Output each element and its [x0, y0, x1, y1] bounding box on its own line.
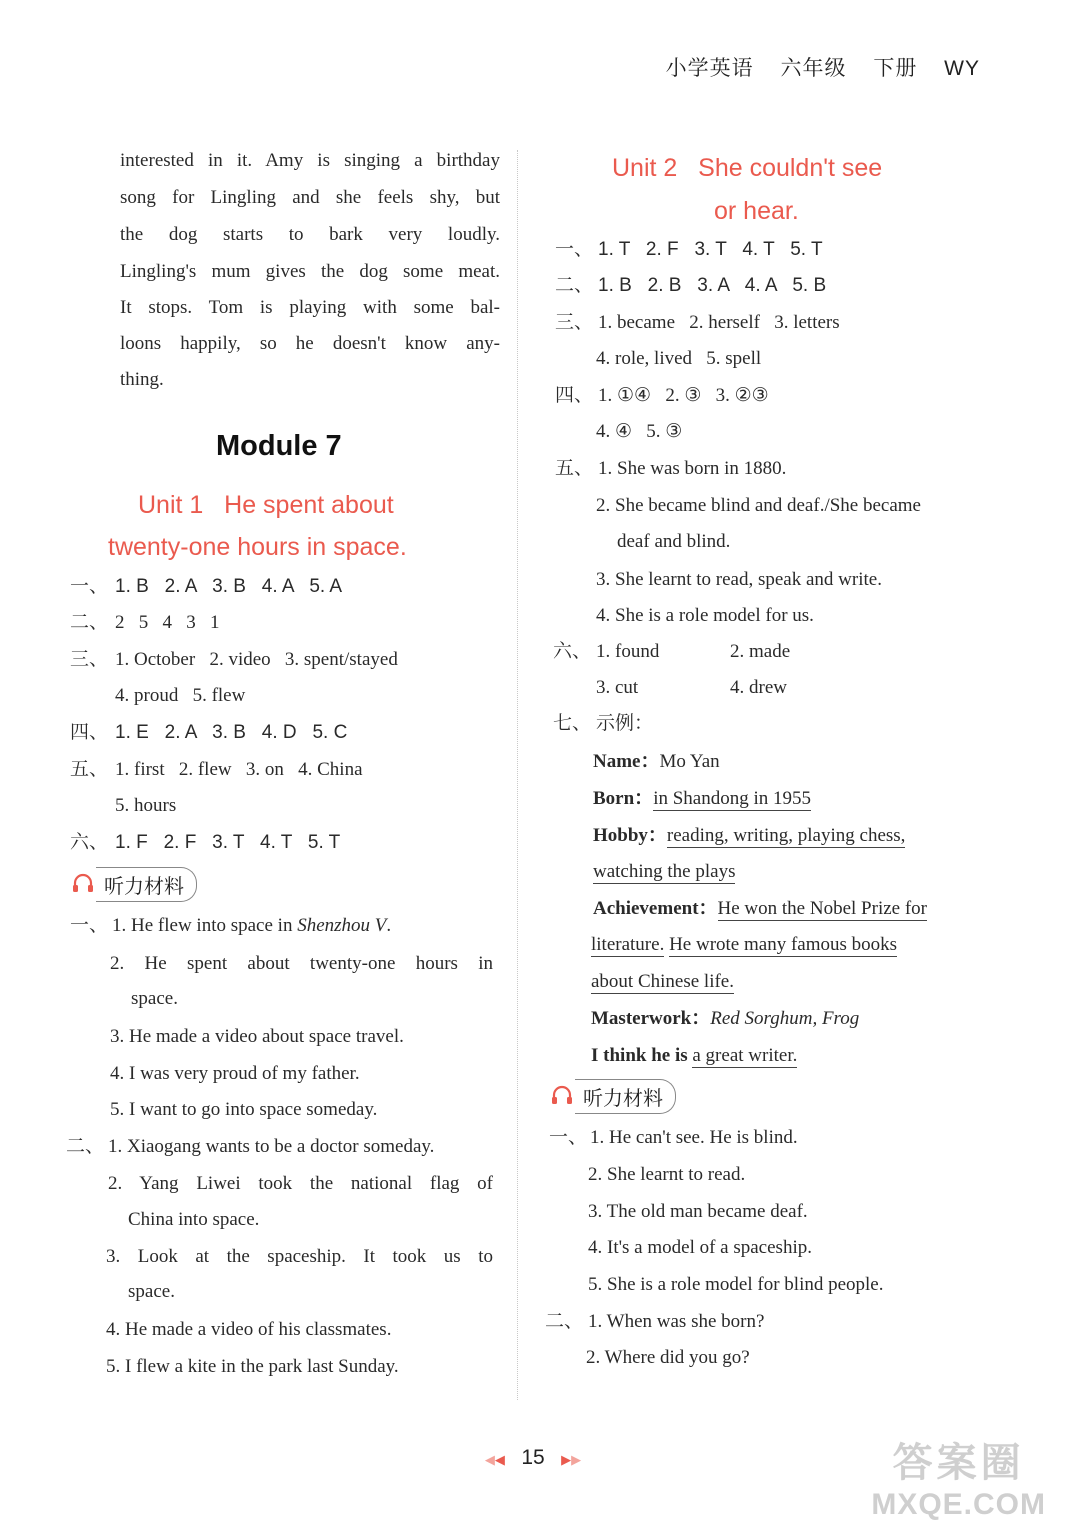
profile-name: Name：Mo Yan: [593, 751, 720, 772]
header-grade: 六年级: [780, 57, 847, 80]
profile-born: Born：in Shandong in 1955: [593, 788, 811, 809]
profile-hobby-cont: watching the plays: [593, 861, 736, 882]
intro-line: interested in it. Amy is singing a birthday: [120, 150, 500, 171]
header-subject: 小学英语: [665, 57, 754, 80]
answer-mark: 二、: [555, 275, 594, 296]
next-arrow-icon: ▶: [571, 1452, 582, 1467]
answer-line: 4. proud 5. flew: [115, 685, 246, 706]
answer-line: 4. role, lived 5. spell: [596, 348, 762, 369]
answer-mark: 二、: [70, 612, 109, 633]
profile-hobby: Hobby：reading, writing, playing chess,: [593, 825, 906, 846]
prev-arrow-icon: ◀: [494, 1452, 505, 1467]
answer-mark: 五、: [70, 759, 109, 780]
answer-line: 1. ①④ 2. ③ 3. ②③: [598, 385, 769, 406]
headphones-icon: [549, 1083, 575, 1109]
next-arrow-icon: ▶: [561, 1452, 572, 1467]
listening-line: 4. I was very proud of my father.: [110, 1063, 360, 1084]
answer-line: 1. found: [596, 641, 660, 662]
listening-label: 听力材料: [96, 867, 197, 902]
listening-line: 3. The old man became deaf.: [588, 1201, 808, 1222]
answer-line: 2. She became blind and deaf./She became: [596, 495, 921, 516]
listening-badge: [549, 1081, 676, 1111]
module-title: Module 7: [216, 430, 342, 462]
answer-line: 1. E 2. A 3. B 4. D 5. C: [115, 722, 348, 743]
unit1-title-line1: Unit 1 He spent about: [138, 491, 394, 519]
profile-masterwork: Masterwork：Red Sorghum, Frog: [591, 1008, 860, 1029]
answer-line: 1. She was born in 1880.: [598, 458, 787, 479]
profile-achievement-cont: literature. He wrote many famous books: [591, 934, 898, 955]
answer-mark: 三、: [555, 312, 594, 333]
unit2-title-line2: or hear.: [714, 197, 799, 225]
answer-line: 1. B 2. A 3. B 4. A 5. A: [115, 576, 343, 597]
listening-line: 1. He flew into space in Shenzhou V.: [112, 915, 392, 936]
unit1-title-line2: twenty-one hours in space.: [108, 533, 407, 561]
listening-line: 1. He can't see. He is blind.: [590, 1127, 798, 1148]
intro-line: song for Lingling and she feels shy, but: [120, 187, 500, 208]
answer-line: 3. She learnt to read, speak and write.: [596, 569, 882, 590]
column-divider: [517, 150, 518, 1400]
profile-opinion: I think he is a great writer.: [591, 1045, 798, 1066]
section-mark: 一、: [70, 915, 109, 936]
header-volume: 下册: [873, 57, 918, 80]
listening-label: 听力材料: [575, 1079, 676, 1114]
answer-mark: 一、: [70, 576, 109, 597]
answer-mark: 六、: [553, 641, 592, 662]
answer-line: 5. hours: [115, 795, 177, 816]
prev-arrow-icon: ◀: [484, 1452, 495, 1467]
listening-line: space.: [131, 988, 178, 1009]
intro-line: the dog starts to bark very loudly.: [120, 224, 500, 245]
watermark-line1: 答案圈: [892, 1441, 1025, 1485]
profile-achievement-cont: about Chinese life.: [591, 971, 734, 992]
intro-line: Lingling's mum gives the dog some meat.: [120, 261, 500, 282]
answer-mark: 五、: [555, 458, 594, 479]
intro-line: It stops. Tom is playing with some bal-: [120, 297, 500, 318]
listening-line: 2. Yang Liwei took the national flag of: [108, 1173, 493, 1194]
answer-line: 2. made: [730, 641, 791, 662]
listening-line: 4. It's a model of a spaceship.: [588, 1237, 812, 1258]
listening-badge: [70, 869, 197, 899]
answer-line: 1. B 2. B 3. A 4. A 5. B: [598, 275, 827, 296]
section-mark: 二、: [545, 1311, 584, 1332]
listening-line: 3. Look at the spaceship. It took us to: [106, 1246, 493, 1267]
section-mark: 二、: [66, 1136, 105, 1157]
listening-line: 3. He made a video about space travel.: [110, 1026, 404, 1047]
intro-line: thing.: [120, 369, 164, 390]
answer-line: 4. drew: [730, 677, 787, 698]
watermark-line2: MXQE.COM: [871, 1488, 1046, 1521]
answer-mark: 一、: [555, 239, 594, 260]
listening-line: 5. I want to go into space someday.: [110, 1099, 378, 1120]
listening-line: 5. I flew a kite in the park last Sunday.: [106, 1356, 399, 1377]
answer-line: 4. She is a role model for us.: [596, 605, 814, 626]
answer-line: 1. first 2. flew 3. on 4. China: [115, 759, 363, 780]
section-mark: 一、: [549, 1127, 588, 1148]
answer-line: 3. cut: [596, 677, 639, 698]
answer-mark: 三、: [70, 649, 109, 670]
listening-line: 1. Xiaogang wants to be a doctor someday.: [108, 1136, 435, 1157]
answer-mark: 四、: [70, 722, 109, 743]
answer-mark: 七、: [553, 713, 592, 734]
answer-line: 1. October 2. video 3. spent/stayed: [115, 649, 398, 670]
listening-line: 5. She is a role model for blind people.: [588, 1274, 884, 1295]
watermark: [871, 1431, 1046, 1522]
listening-line: China into space.: [128, 1209, 260, 1230]
listening-line: 2. Where did you go?: [586, 1347, 750, 1368]
answer-line: 1. F 2. F 3. T 4. T 5. T: [115, 832, 341, 853]
answer-mark: 四、: [555, 385, 594, 406]
running-header: [646, 52, 980, 82]
page-number: 15: [521, 1446, 545, 1469]
answer-line: 2 5 4 3 1: [115, 612, 220, 633]
listening-line: 2. She learnt to read.: [588, 1164, 746, 1185]
answer-line: 1. T 2. F 3. T 4. T 5. T: [598, 239, 823, 260]
example-label: 示例：: [596, 713, 654, 734]
listening-line: 1. When was she born?: [588, 1311, 765, 1332]
answer-mark: 六、: [70, 832, 109, 853]
listening-line: 2. He spent about twenty-one hours in: [110, 953, 493, 974]
profile-achievement: Achievement：He won the Nobel Prize for: [593, 898, 927, 919]
unit2-title-line1: Unit 2 She couldn't see: [612, 154, 883, 182]
answer-line: 1. became 2. herself 3. letters: [598, 312, 840, 333]
intro-line: loons happily, so he doesn't know any-: [120, 333, 500, 354]
listening-line: 4. He made a video of his classmates.: [106, 1319, 392, 1340]
answer-line: deaf and blind.: [617, 531, 731, 552]
headphones-icon: [70, 871, 96, 897]
listening-line: space.: [128, 1281, 175, 1302]
header-edition: WY: [944, 57, 980, 80]
answer-line: 4. ④ 5. ③: [596, 421, 683, 442]
